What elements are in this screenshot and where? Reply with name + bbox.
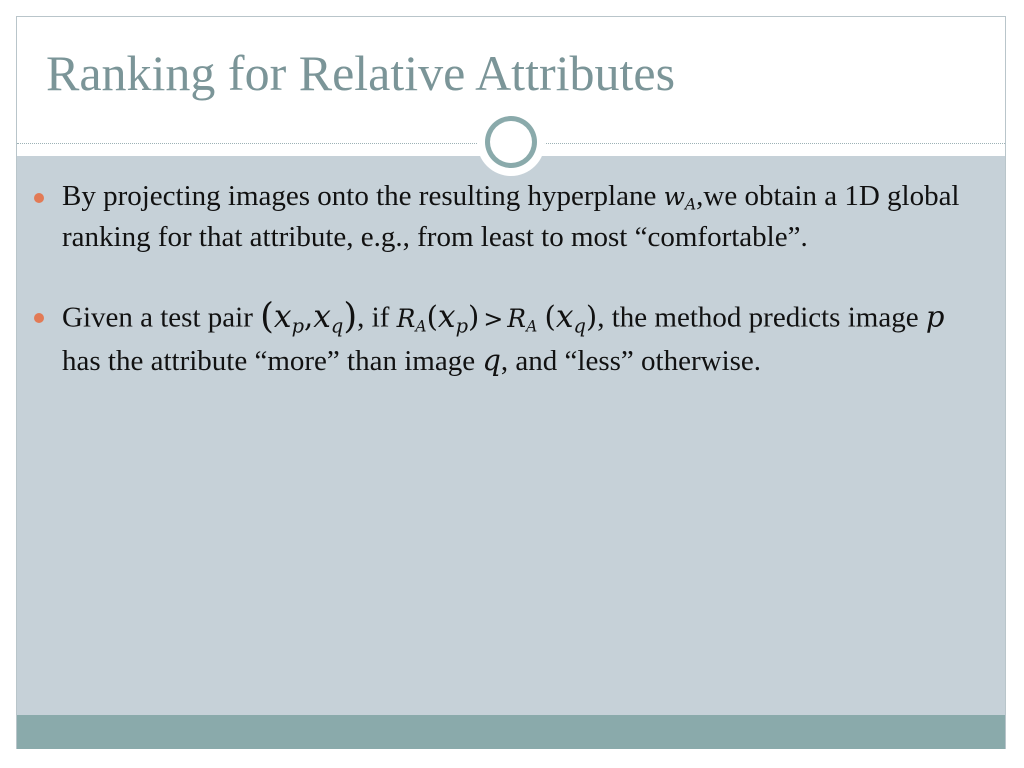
math-paren-open: (: [426, 299, 438, 334]
bullet-text: [62, 296, 984, 382]
bullet-text-part: , the method predicts image: [597, 301, 926, 334]
math-x-p: [273, 298, 305, 338]
bullet-text-part: , and “less” otherwise.: [500, 344, 762, 377]
math-subscript: A: [526, 316, 538, 335]
math-symbol: R: [507, 303, 527, 333]
math-r-a: [507, 304, 537, 333]
math-symbol: x: [555, 298, 574, 335]
slide-title: Ranking for Relative Attributes: [46, 45, 676, 101]
math-paren-open: (: [260, 296, 274, 337]
bullet-marker-icon: [34, 193, 44, 203]
math-paren-close: ): [343, 296, 358, 337]
math-r-a: [397, 304, 427, 333]
math-q: q: [482, 342, 501, 377]
math-subscript: q: [573, 314, 586, 338]
bullet-text: [62, 176, 984, 258]
greater-than-sign: >: [483, 304, 504, 333]
circle-ornament-icon: [477, 108, 545, 176]
bullet-text-part: ,we obtain a 1D global ranking for that attribute, e.g., from least to most “comfortable”.: [62, 180, 960, 253]
math-symbol: x: [437, 298, 456, 335]
math-w-a: [663, 182, 697, 214]
bullet-list: [34, 176, 984, 382]
math-subscript: p: [455, 314, 469, 338]
math-x-q: [313, 298, 344, 338]
bullet-item-test-pair: [34, 296, 984, 382]
math-x-p: [437, 298, 469, 338]
bullet-text-part: By projecting images onto the resulting hyperplane: [62, 180, 664, 212]
math-symbol: x: [273, 298, 292, 335]
bullet-item-hyperplane: [34, 176, 984, 258]
math-paren-close: ): [468, 299, 480, 334]
math-symbol: w: [663, 182, 685, 211]
ornament-ring-inner: [490, 121, 532, 163]
math-symbol: R: [396, 303, 416, 333]
bullet-text-part: , if: [357, 301, 397, 334]
footer-band: [17, 715, 1005, 749]
math-paren-close: ): [585, 299, 598, 334]
math-x-q: [555, 298, 586, 338]
math-subscript: q: [330, 314, 344, 338]
math-paren-open: (: [544, 299, 556, 334]
math-subscript: A: [415, 316, 427, 335]
math-subscript: A: [684, 195, 697, 214]
math-symbol: x: [313, 298, 331, 335]
bullet-text-part: Given a test pair: [62, 301, 261, 334]
bullet-marker-icon: [34, 313, 44, 323]
bullet-text-part: has the attribute “more” than image: [62, 344, 483, 377]
math-subscript: p: [291, 314, 305, 338]
math-p: p: [925, 299, 945, 334]
math-comma: ,: [304, 299, 314, 334]
